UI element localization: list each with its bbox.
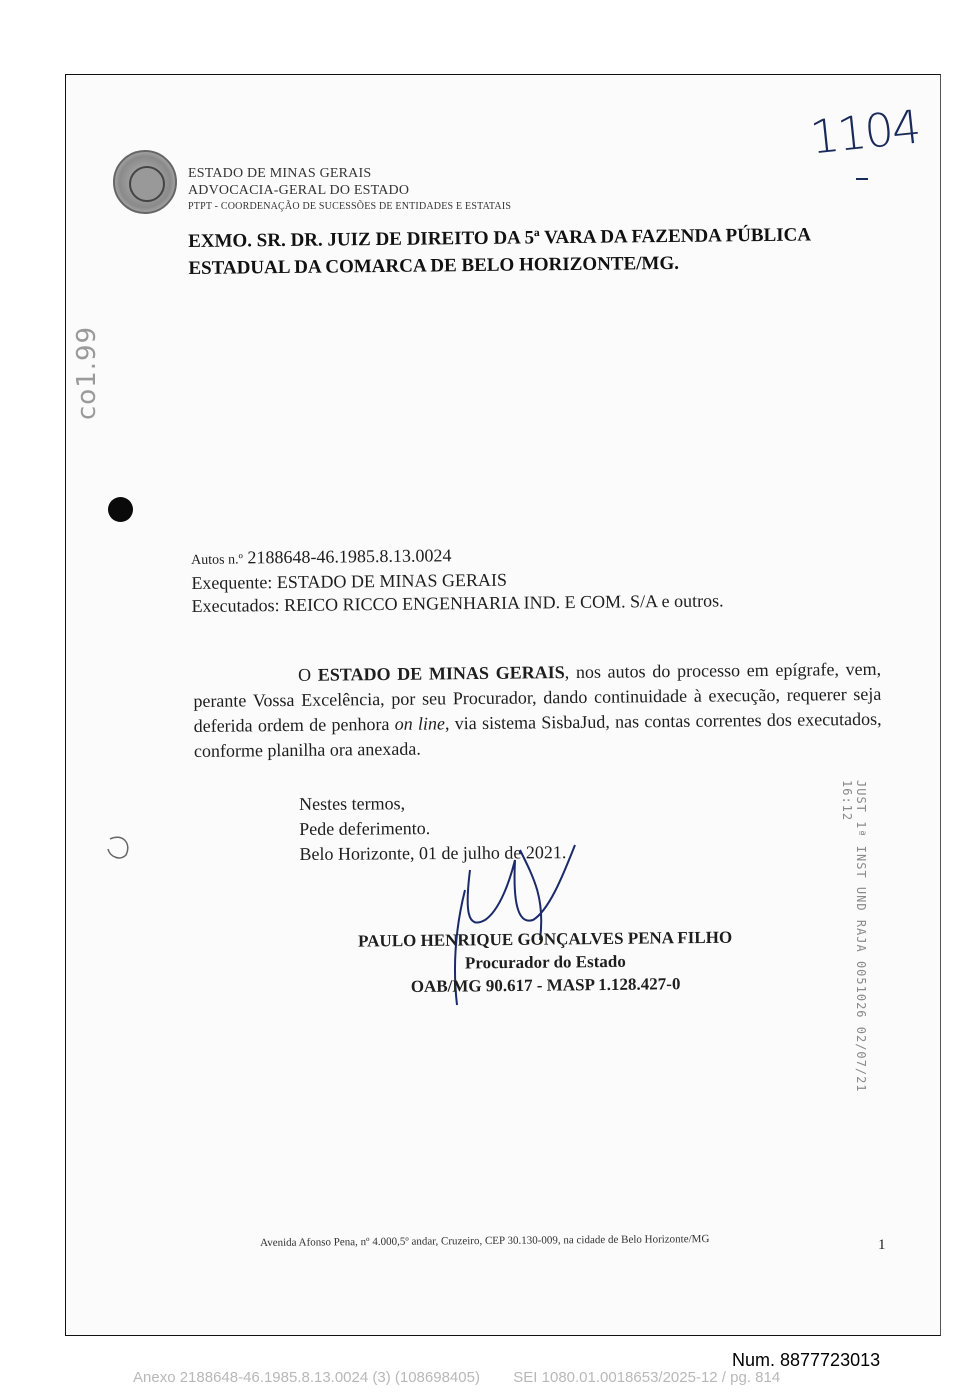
- body-text-2: , via sistema SisbaJud, nas contas correntes dos executados, conforme planilha ora anexada.: [193, 708, 882, 761]
- hole-punch: [108, 497, 133, 522]
- autos-label: Autos n.º: [191, 552, 244, 568]
- state-seal-logo: [113, 150, 177, 214]
- body-text-1: , nos autos do processo em epígrafe, vem, perante Vossa Excelência, por seu Procurador, dando continuidade à execução, requerer seja deferida ordem de penhora: [193, 658, 882, 736]
- protocol-stamp: JUST 1ª INST UND RAJA 0051026 02/07/21 16:12: [840, 780, 868, 1093]
- signature-block: [320, 925, 771, 999]
- signer-ids: OAB/MG 90.617 - MASP 1.128.427-0: [410, 974, 681, 997]
- closing-line-1: Nestes termos,: [299, 793, 406, 814]
- handwritten-page-number: 1104: [807, 99, 922, 165]
- annex-reference: Anexo 2188648-46.1985.8.13.0024 (3) (108698405) SEI 1080.01.0018653/2025-12 / pg. 814: [133, 1369, 781, 1386]
- scan-mark-circle: [104, 833, 134, 863]
- body-lead: O: [298, 664, 312, 685]
- exequente-line: Exequente: ESTADO DE MINAS GERAIS: [191, 569, 507, 593]
- footer-address: Avenida Afonso Pena, nº 4.000,5º andar, Cruzeiro, CEP 30.130-009, na cidade de Belo Horizonte/MG: [260, 1233, 710, 1249]
- handwritten-dash: [856, 178, 868, 180]
- header-state: ESTADO DE MINAS GERAIS: [188, 166, 372, 181]
- closing-line-2: Pede deferimento.: [299, 818, 431, 839]
- petition-paragraph: [193, 657, 882, 764]
- case-info: [191, 541, 724, 618]
- title-line-1: EXMO. SR. DR. JUIZ DE DIREITO DA 5ª VARA DA FAZENDA PÚBLICA: [188, 224, 812, 252]
- autos-number: 2188648-46.1985.8.13.0024: [247, 545, 452, 568]
- header-agency: ADVOCACIA-GERAL DO ESTADO: [188, 183, 410, 198]
- signer-role: Procurador do Estado: [464, 951, 626, 973]
- signer-name: PAULO HENRIQUE GONÇALVES PENA FILHO: [357, 927, 733, 951]
- document-number: Num. 8877723013: [732, 1350, 881, 1370]
- closing-line-3: Belo Horizonte, 01 de julho de 2021.: [299, 842, 567, 864]
- body-party: ESTADO DE MINAS GERAIS: [317, 662, 565, 685]
- title-line-2: ESTADUAL DA COMARCA DE BELO HORIZONTE/MG.: [188, 252, 680, 279]
- body-italic: on line: [394, 713, 446, 734]
- addressee-title: [188, 221, 889, 282]
- pencil-note: co1.99: [72, 325, 102, 420]
- executados-line: Executados: REICO RICCO ENGENHARIA IND. E COM. S/A e outros.: [191, 590, 724, 616]
- header-department: PTPT - COORDENAÇÃO DE SUCESSÕES DE ENTIDADES E ESTATAIS: [188, 201, 512, 212]
- page-number: 1: [878, 1237, 886, 1253]
